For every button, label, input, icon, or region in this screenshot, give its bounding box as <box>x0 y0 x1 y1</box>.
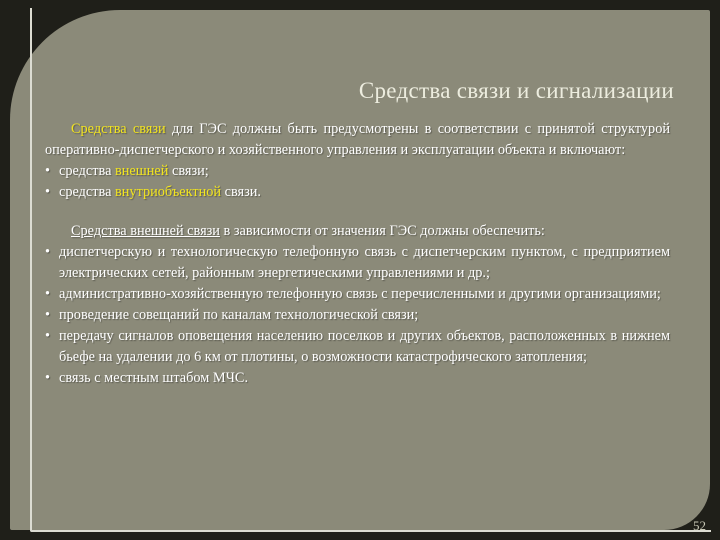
list-item-text: связь с местным штабом МЧС. <box>59 370 249 386</box>
highlight-communications: Средства связи <box>71 121 166 137</box>
external-paragraph <box>45 221 670 242</box>
intro-text: для ГЭС должны быть предусмотрены в соответствии с принятой структурой оперативно-диспетчерского и хозяйственного управления и эксплуатации объекта и включают: <box>45 121 670 158</box>
list-item-text: связи. <box>221 184 261 200</box>
bullet-icon: • <box>45 286 51 302</box>
requirements-list <box>45 242 670 389</box>
list-item <box>45 326 670 368</box>
list-item <box>45 182 670 203</box>
slide-body <box>45 119 670 389</box>
highlight-internal: внутриобъектной <box>115 184 222 200</box>
external-text: в зависимости от значения ГЭС должны обеспечить: <box>219 223 545 239</box>
slide-title: Средства связи и сигнализации <box>358 78 674 103</box>
highlight-external: внешней <box>115 163 169 179</box>
bullet-icon: • <box>45 244 51 260</box>
list-item-text: административно-хозяйственную телефонную связь с перечисленными и другими организациями; <box>59 286 661 302</box>
list-item-text: передачу сигналов оповещения населению поселков и других объектов, расположенных в нижнем бьефе на удалении до 6 км от плотины, о возможности катастрофического затопления; <box>59 328 670 365</box>
list-item-text: связи; <box>168 163 209 179</box>
bullet-icon: • <box>45 163 51 179</box>
underlined-external-communications: Средства внешней связи <box>71 223 220 239</box>
list-item <box>45 284 670 305</box>
intro-paragraph <box>45 119 670 161</box>
list-item-text: средства <box>59 184 116 200</box>
list-item-text: диспетчерскую и технологическую телефонную связь с диспетчерским пунктом, с предприятием электрических сетей, районным энергетическими управлениями и др.; <box>59 244 670 281</box>
bullet-icon: • <box>45 370 51 386</box>
list-item <box>45 305 670 326</box>
communication-types-list <box>45 161 670 203</box>
page-number: 52 <box>693 518 706 533</box>
list-item-text: проведение совещаний по каналам технологической связи; <box>59 307 419 323</box>
bullet-icon: • <box>45 184 51 200</box>
list-item <box>45 368 670 389</box>
bullet-icon: • <box>45 328 51 344</box>
list-item-text: средства <box>59 163 116 179</box>
list-item <box>45 242 670 284</box>
bullet-icon: • <box>45 307 51 323</box>
list-item <box>45 161 670 182</box>
